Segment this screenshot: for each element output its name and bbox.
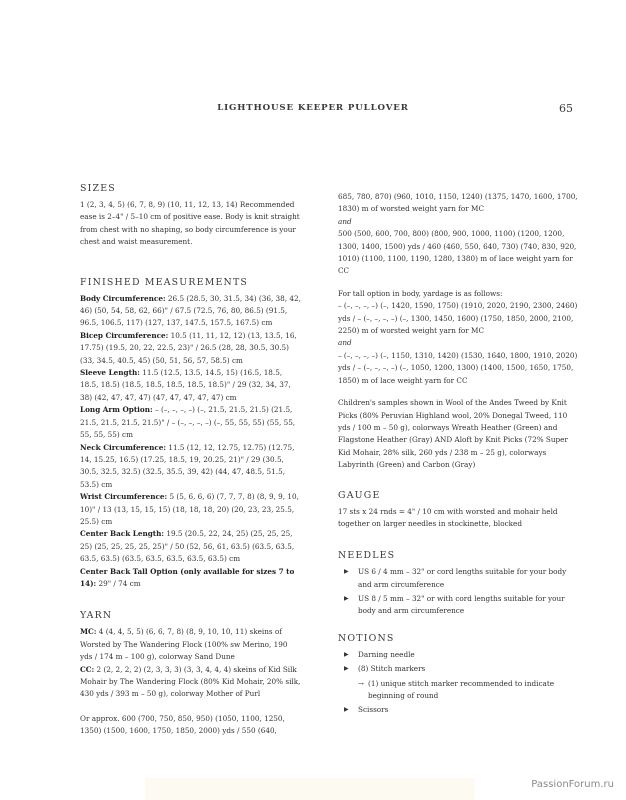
- right-column: [338, 191, 580, 718]
- list-item: ▶ US 8 / 5 mm – 32" or with cord lengths suitable for your body and arm circumference: [344, 593, 565, 615]
- triangle-right-icon: ▶: [344, 665, 349, 673]
- yarn-list: [80, 626, 302, 700]
- finished-measurements-list: [80, 293, 302, 591]
- measure-center-back-tall: Center Back Tall Option (only available for sizes 7 to 14): 29" / 74 cm: [80, 566, 295, 588]
- gauge-title: GAUGE: [338, 489, 381, 501]
- yarn-approx-continued: 685, 780, 870) (960, 1010, 1150, 1240) (1375, 1470, 1600, 1700, 1830) m of worsted weight yarn for MC and 500 (500, 600, 700, 800) (800, 900, 1000, 1100) (1200, 1200, 1300, 1400, 1500) yds / 460 (460, 550, 640, 730) (740, 830, 920, 1010) (1100, 1100, 1190, 1280, 1380) m of lace weight yarn for CC: [338, 191, 580, 278]
- left-column: [80, 183, 302, 750]
- triangle-right-icon: ▶: [344, 705, 349, 713]
- page-number: 65: [559, 102, 573, 115]
- needles-title: NEEDLES: [338, 550, 396, 562]
- yarn-approx-cc: 500 (500, 600, 700, 800) (800, 900, 1000, 1100) (1200, 1200, 1300, 1400, 1500) yds / 460 (460, 550, 640, 730) (740, 830, 920, 1010) (1100, 1100, 1190, 1280, 1380) m of lace weight yarn for CC: [338, 229, 577, 276]
- sizes-text: 1 (2, 3, 4, 5) (6, 7, 8, 9) (10, 11, 12, 13, 14) Recommended ease is 2–4" / 5–10 cm of positive ease. Body is knit straight from chest with no shaping, so body circumference is your chest and waist measurement.: [80, 200, 300, 247]
- list-item: ▶ US 6 / 4 mm – 32" or cord lengths suitable for your body and arm circumference: [344, 567, 567, 589]
- yarn-approx-start: Or approx. 600 (700, 750, 850, 950) (1050, 1100, 1250, 1350) (1500, 1600, 1750, 1850, 2000) yds / 550 (640,: [80, 713, 285, 736]
- list-item: ▶ Scissors: [338, 704, 580, 716]
- and-label-2: and: [338, 338, 352, 348]
- yarn-samples: Children's samples shown in Wool of the Andes Tweed by Knit Picks (80% Peruvian Highland wool, 20% Donegal Tweed, 110 yds / 100 m – 50 g), colorways Wreath Heather (Green) and Flagstone Heather (Gray) AND Aloft by Knit Picks (72% Super Kid Mohair, 28% silk, 260 yds / 238 m – 25 g), colorways Labyrinth (Green) and Carbon (Gray): [338, 398, 568, 470]
- measure-sleeve: Sleeve Length: 11.5 (12.5, 13.5, 14.5, 15) (16.5, 18.5, 18.5, 18.5) (18.5, 18.5, 18.5, 18.5, 18.5)" / 29 (32, 34, 37, 38) (42, 47, 47, 47) (47, 47, 47, 47, 47) cm: [80, 368, 291, 402]
- notions-title: NOTIONS: [338, 633, 395, 645]
- yarn-tall-mc: – (–, –, –, –) (–, 1420, 1590, 1750) (1910, 2020, 2190, 2300, 2460) yds / – (–, –, –, –) (–, 1300, 1450, 1600) (1750, 1850, 2000, 2100, 2250) m of worsted weight yarn for MC: [338, 301, 578, 336]
- page-header-title: LIGHTHOUSE KEEPER PULLOVER: [217, 103, 409, 113]
- measure-bicep: Bicep Circumference: 10.5 (11, 11, 12, 12) (13, 13.5, 16, 17.75) (19.5, 20, 22, 22.5, 23)" / 26.5 (28, 28, 30.5, 30.5) (33, 34.5, 40.5, 45) (50, 51, 56, 57, 58.5) cm: [80, 330, 297, 365]
- measure-body: Body Circumference: 26.5 (28.5, 30, 31.5, 34) (36, 38, 42, 46) (50, 54, 58, 62, 66)" / 67.5 (72.5, 76, 80, 86.5) (91.5, 96.5, 106.5, 117) (127, 137, 147.5, 157.5, 167.5) cm: [80, 293, 301, 328]
- triangle-right-icon: ▶: [344, 594, 349, 602]
- list-item: → (1) unique stitch marker recommended to indicate beginning of round: [358, 678, 555, 700]
- list-item: ▶ (8) Stitch markers: [338, 663, 580, 675]
- measure-neck: Neck Circumference: 11.5 (12, 12, 12.75, 12.75) (12.75, 14, 15.25, 16.5) (17.25, 18.5, 19, 20.25, 21)" / 29 (30.5, 30.5, 32.5, 32.5) (32.5, 35.5, 39, 42) (44, 47, 48.5, 51.5, 53.5) cm: [80, 442, 295, 489]
- gauge-text: 17 sts x 24 rnds = 4" / 10 cm with worsted and mohair held together on larger needles in stockinette, blocked: [338, 506, 558, 528]
- yarn-title: YARN: [80, 610, 113, 622]
- yarn-tall-cc: – (–, –, –, –) (–, 1150, 1310, 1420) (1530, 1640, 1800, 1910, 2020) yds / – (–, –, –, –) (–, 1050, 1200, 1300) (1400, 1500, 1650, 1750, 1850) m of lace weight yarn for CC: [338, 350, 578, 385]
- footer-band: [145, 778, 475, 800]
- measure-wrist: Wrist Circumference: 5 (5, 6, 6, 6) (7, 7, 7, 8) (8, 9, 9, 10, 10)" / 13 (13, 15, 15, 15) (18, 18, 18, 20) (20, 23, 23, 25.5, 25.5) cm: [80, 492, 299, 526]
- measure-center-back: Center Back Length: 19.5 (20.5, 22, 24, 25) (25, 25, 25, 25) (25, 25, 25, 25, 25)" / 50 (52, 56, 61, 63.5) (63.5, 63.5, 63.5, 63.5) (63.5, 63.5, 63.5, 63.5, 63.5) cm: [80, 529, 295, 564]
- yarn-tall-option: For tall option in body, yardage is as follows: – (–, –, –, –) (–, 1420, 1590, 1750) (1910, 2020, 2190, 2300, 2460) yds / – (–, –, –, –) (–, 1300, 1450, 1600) (1750, 1850, 2000, 2100, 2250) m of worsted weight yarn for MC and – (–, –, –, –) (–, 1150, 1310, 1420) (1530, 1640, 1800, 1910, 2020) yds / – (–, –, –, –) (–, 1050, 1200, 1300) (1400, 1500, 1650, 1750, 1850) m of lace weight yarn for CC: [338, 288, 580, 387]
- and-label: and: [338, 216, 352, 226]
- finished-measurements-title: FINISHED MEASUREMENTS: [80, 276, 249, 288]
- needles-list: [338, 566, 580, 617]
- sizes-title: SIZES: [80, 183, 116, 194]
- triangle-right-icon: ▶: [344, 568, 349, 576]
- measure-long-arm: Long Arm Option: – (–, –, –, –) (–, 21.5, 21.5, 21.5) (21.5, 21.5, 21.5, 21.5, 21.5)" / – (–, –, –, –) (–, 55, 55, 55) (55, 55, 55, 55, 55) cm: [80, 405, 296, 440]
- triangle-right-icon: ▶: [344, 651, 349, 659]
- watermark: PassionForum.ru: [531, 779, 614, 790]
- list-item: ▶ Darning needle: [338, 649, 580, 661]
- notions-list: [338, 649, 580, 716]
- yarn-cc: CC: 2 (2, 2, 2, 2) (2, 3, 3, 3) (3, 3, 4, 4, 4) skeins of Kid Silk Mohair by The Wandering Flock (80% Kid Mohair, 20% silk, 430 yds / 393 m – 50 g), colorway Mother of Purl: [80, 664, 301, 699]
- arrow-right-icon: →: [358, 679, 364, 688]
- yarn-mc: MC: 4 (4, 4, 5, 5) (6, 6, 7, 8) (8, 9, 10, 10, 11) skeins of Worsted by The Wandering Flock (100% sw Merino, 190 yds / 174 m – 100 g), colorway Sand Dune: [80, 627, 288, 662]
